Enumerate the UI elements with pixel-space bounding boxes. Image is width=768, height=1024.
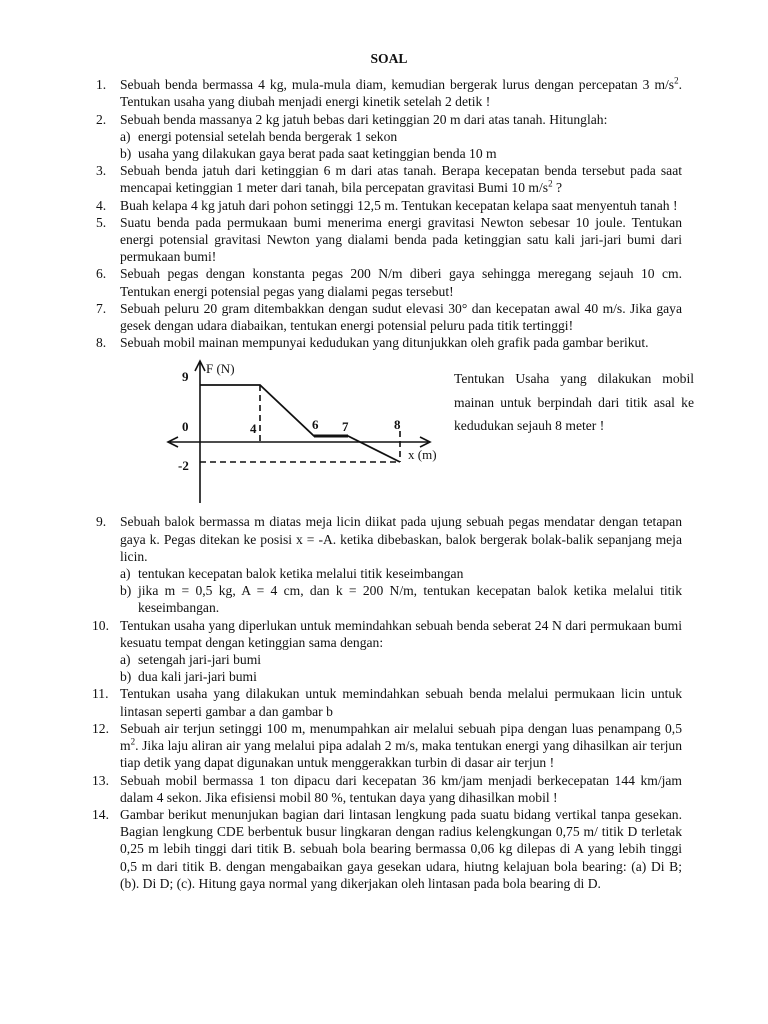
superscript: 2 bbox=[674, 75, 679, 86]
question-number: 10. bbox=[92, 617, 109, 633]
question-number: 6. bbox=[96, 266, 107, 282]
superscript: 2 bbox=[130, 736, 136, 747]
question-text: Sebuah benda massanya 2 kg jatuh bebas dari ketinggian 20 m dari atas tanah. Hitunglah: bbox=[120, 111, 608, 127]
question-text: Sebuah mobil bermassa 1 ton dipacu dari kecepatan 36 km/jam menjadi berkecepatan 144 km/jam dalam 4 sekon. Jika efisiensi mobil 80 %, tentukan daya yang dihasilkan mobil ! bbox=[120, 772, 682, 805]
question-text-cont: . Tentukan usaha yang diubah menjadi energi kinetik setelah 2 detik ! bbox=[120, 77, 682, 110]
sub-text: energi potensial setelah benda bergerak 1 sekon bbox=[138, 128, 398, 144]
question-10 bbox=[92, 617, 682, 686]
question-number: 2. bbox=[96, 111, 107, 127]
f-axis-label: F (N) bbox=[206, 361, 235, 377]
question-number: 7. bbox=[96, 300, 107, 316]
question-4 bbox=[96, 197, 682, 214]
question-number: 9. bbox=[96, 514, 107, 530]
question-text: Tentukan usaha yang dilakukan untuk memindahkan sebuah benda melalui permukaan licin untuk lintasan seperti gambar a dan gambar b bbox=[120, 686, 682, 719]
tick-x-4: 4 bbox=[250, 421, 257, 437]
tick-x-8: 8 bbox=[394, 417, 401, 433]
tick-x-7: 7 bbox=[342, 419, 349, 435]
question-text: Sebuah benda jatuh dari ketinggian 6 m dari atas tanah. Berapa kecepatan benda tersebut pada saat mencapai ketinggian 1 meter dari tanah, bila percepatan gravitasi Bumi 10 m/s bbox=[120, 163, 682, 196]
figure-caption: Tentukan Usaha yang dilakukan mobil mainan untuk berpindah dari titik asal ke kedudukan sejauh 8 meter ! bbox=[454, 371, 694, 434]
force-position-figure bbox=[120, 353, 694, 513]
force-curve bbox=[200, 385, 400, 462]
sub-text: dua kali jari-jari bumi bbox=[138, 669, 257, 685]
sub-label: a) bbox=[120, 652, 131, 668]
sub-question bbox=[120, 582, 682, 616]
tick-y-neg2: -2 bbox=[178, 458, 189, 474]
question-text: Buah kelapa 4 kg jatuh dari pohon setinggi 12,5 m. Tentukan kecepatan kelapa saat menyentuh tanah ! bbox=[120, 197, 678, 213]
sub-label: b) bbox=[120, 669, 132, 685]
question-text: Tentukan usaha yang diperlukan untuk memindahkan sebuah benda seberat 24 N dari permukaan bumi kesuatu tempat dengan ketinggian sama dengan: bbox=[120, 617, 682, 650]
question-text: Sebuah pegas dengan konstanta pegas 200 N/m diberi gaya sehingga meregang sejauh 10 cm. Tentukan energi potensial pegas yang dialami pegas tersebut! bbox=[120, 266, 682, 299]
question-11 bbox=[92, 685, 682, 719]
question-text: Sebuah benda bermassa 4 kg, mula-mula diam, kemudian bergerak lurus dengan percepatan 3 m/s bbox=[120, 77, 675, 93]
question-number: 4. bbox=[96, 197, 107, 213]
question-text-cont: ? bbox=[552, 180, 562, 196]
question-text: Suatu benda pada permukaan bumi menerima energi gravitasi Newton sebesar 10 joule. Tentukan energi potensial gravitasi Newton yang dialami benda pada ketinggian satu kali jari-jari bumi dari permukaan bumi! bbox=[120, 214, 682, 265]
sub-label: a) bbox=[120, 128, 131, 144]
question-2 bbox=[96, 111, 682, 163]
tick-y-0: 0 bbox=[182, 419, 189, 435]
sub-label: b) bbox=[120, 146, 132, 162]
sub-text: jika m = 0,5 kg, A = 4 cm, dan k = 200 N/m, tentukan kecepatan balok ketika melalui titik keseimbangan. bbox=[138, 583, 682, 616]
sub-label: b) bbox=[120, 583, 132, 599]
sub-question bbox=[120, 145, 682, 162]
question-text: Sebuah peluru 20 gram ditembakkan dengan sudut elevasi 30° dan kecepatan awal 40 m/s. Jika gaya gesek dengan udara diabaikan, tentukan energi potensial peluru pada titik tertinggi! bbox=[120, 300, 682, 334]
sub-question bbox=[120, 128, 682, 145]
question-1 bbox=[96, 76, 682, 110]
question-number: 12. bbox=[92, 720, 109, 736]
question-text: Sebuah air terjun setinggi 100 m, menumpahkan air melalui sebuah pipa dengan luas penampang 0,5 m bbox=[120, 720, 682, 754]
tick-y-9: 9 bbox=[182, 369, 189, 385]
sub-text: setengah jari-jari bumi bbox=[138, 652, 262, 668]
question-text: Sebuah mobil mainan mempunyai kedudukan yang ditunjukkan oleh grafik pada gambar berikut. bbox=[120, 335, 649, 351]
question-number: 13. bbox=[92, 772, 109, 788]
question-text: Sebuah balok bermassa m diatas meja licin diikat pada ujung sebuah pegas mendatar dengan tetapan gaya k. Pegas ditekan ke posisi x = -A. ketika dibebaskan, balok bergerak bolak-balik sepanjang meja licin. bbox=[120, 514, 682, 564]
question-number: 3. bbox=[96, 163, 107, 179]
sub-text: tentukan kecepatan balok ketika melalui titik keseimbangan bbox=[138, 566, 464, 582]
question-8 bbox=[96, 334, 694, 513]
question-14 bbox=[92, 806, 682, 892]
question-number: 1. bbox=[96, 77, 107, 93]
question-text-cont: . Jika laju aliran air yang melalui pipa adalah 2 m/s, maka tentukan energi yang dihasilkan air terjun tiap detik yang dapat digunakan untuk menggerakkan turbin di dasar air terjun ! bbox=[120, 738, 682, 771]
question-12 bbox=[92, 720, 682, 772]
question-number: 5. bbox=[96, 214, 107, 230]
sub-text: usaha yang dilakukan gaya berat pada saat ketinggian benda 10 m bbox=[138, 146, 497, 162]
question-9 bbox=[96, 513, 682, 616]
force-position-graph bbox=[164, 355, 454, 505]
question-number: 8. bbox=[96, 335, 107, 351]
tick-x-6: 6 bbox=[312, 417, 319, 433]
question-text: Gambar berikut menunjukan bagian dari lintasan lengkung pada suatu bidang vertikal tanpa gesekan. Bagian lengkung CDE berbentuk busur lingkaran dengan radius kelengkungan 0,75 m/ titik D terletak 0,25 m lebih tinggi dari titik B. sebuah bola bearing bermassa 0,06 kg dilepas di A yang lebih tinggi 0,5 m dari titik B. dengan mengabaikan gaya gesekan udara, hiutng kelajuan bola bearing: (a) Di B; (b). Di D; (c). Hitung gaya normal yang dikerjakan oleh lintasan pada bola bearing di D. bbox=[120, 806, 682, 891]
question-13 bbox=[92, 772, 682, 806]
question-number: 14. bbox=[92, 806, 109, 822]
question-6 bbox=[96, 265, 682, 299]
question-number: 11. bbox=[92, 686, 109, 702]
sub-question bbox=[120, 651, 682, 668]
superscript: 2 bbox=[548, 178, 553, 189]
sub-question bbox=[120, 565, 682, 582]
question-7 bbox=[96, 300, 682, 334]
question-3 bbox=[96, 162, 682, 196]
x-axis-label: x (m) bbox=[408, 447, 437, 463]
document-title: SOAL bbox=[370, 51, 408, 66]
sub-label: a) bbox=[120, 566, 131, 582]
sub-question bbox=[120, 668, 682, 685]
question-5 bbox=[96, 214, 682, 266]
question-list bbox=[92, 75, 694, 892]
